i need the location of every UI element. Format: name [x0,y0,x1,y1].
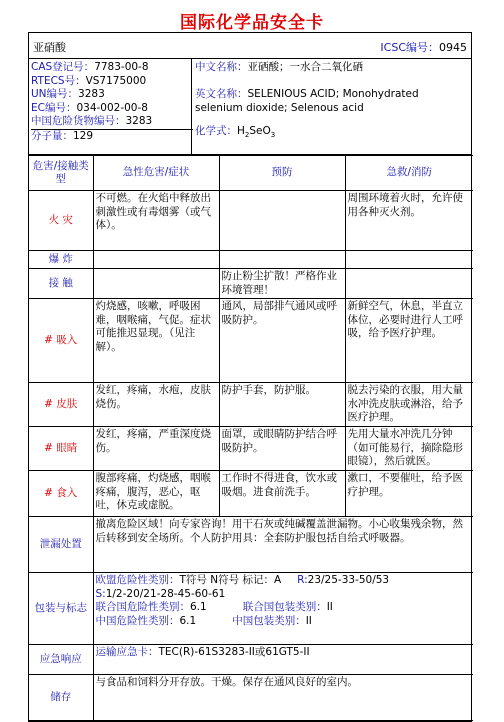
un-label: UN编号： [31,88,79,101]
table-row [29,269,473,299]
emergency-code-label: 运输应急卡： [95,646,159,658]
table-row [29,427,473,471]
row-prevention: 防护手套，防护服。 [219,383,345,427]
table-row [29,191,473,251]
row-firstaid [345,269,473,299]
emergency-code-value: TEC(R)-61S3283-II或61GT5-II [158,646,310,658]
un-value: 3283 [78,88,105,101]
eu-class-label: 欧盟危险性类别： [95,574,180,586]
cn-class-line [96,615,472,629]
s-line [96,588,472,602]
row-hazard: 灼烧感，咳嗽，呼吸困难，咽喉痛，气促。症状可能推迟显现。（见注解）。 [93,299,219,383]
name-bar [29,33,471,59]
row-firstaid: 漱口，不要催吐，给予医疗护理。 [345,471,473,517]
cn-name-line [195,61,469,75]
mw-line [31,130,191,144]
table-row [29,383,473,427]
card-sheet [28,32,472,722]
icsc-number [380,39,467,55]
formula-seo: SeO [249,125,271,138]
formula-label: 化学式： [195,125,237,138]
row-hazard: 发红，疼痛，严重深度烧伤。 [93,427,219,471]
cn-pack-label: 中国包装类别： [232,614,306,627]
en-name-value: SELENIOUS ACID; Monohydrated selenium dioxide; Selenous acid [195,88,419,114]
spill-row [29,517,473,573]
un-pack-label: 联合国包装类别： [242,601,327,613]
cn-danger-value: 3283 [125,115,153,128]
cn-class-label: 中国危险性类别： [95,614,180,627]
ec-value: 034-002-00-8 [76,101,148,114]
row-firstaid: 先用大量水冲洗几分钟（如可能易行，摘除隐形眼镜），然后就医。 [345,427,473,471]
icsc-label: ICSC编号： [380,41,439,54]
row-hazard: 发红，疼痛，水疱，皮肤烧伤。 [93,383,219,427]
cn-name-value: 亚硒酸；一水合二氧化硒 [247,61,363,73]
identifiers-block [29,59,471,155]
rtecs-line [31,75,191,89]
row-prevention: 工作时不得进食，饮水或吸烟。进食前洗手。 [219,471,345,517]
row-type: # 皮肤 [29,383,93,427]
un-class-line [96,601,472,615]
mw-label: 分子量： [31,129,73,142]
un-line [31,88,191,102]
table-row [29,471,473,517]
cn-danger-line [31,115,193,130]
emergency-label: 应急响应 [29,645,93,675]
cas-label: CAS登记号： [31,61,95,73]
row-firstaid [345,251,473,269]
row-hazard: 不可燃。在火焰中释放出刺激性或有毒烟雾（或气体）。 [93,191,219,251]
eu-line [96,574,472,588]
header-prevention: 预防 [219,156,345,191]
row-prevention [219,191,345,251]
table-row [29,299,473,383]
cas-line [31,61,191,75]
r-label: R: [297,574,308,586]
mw-value: 129 [73,129,94,142]
row-type: 火 灾 [29,191,93,251]
table-row [29,251,473,269]
row-firstaid: 周围环境着火时，允许使用各种灭火剂。 [345,191,473,251]
emergency-content [93,645,473,675]
packaging-row [29,573,473,645]
row-type: 接 触 [29,269,93,299]
header-firstaid: 急救/消防 [345,156,473,191]
cas-value: 7783-00-8 [94,61,149,73]
cn-name-label: 中文名称： [195,61,248,73]
formula-line [195,125,469,143]
identifiers-left [31,61,191,144]
row-hazard [93,269,219,299]
row-prevention: 防止粉尘扩散！严格作业环境管理！ [219,269,345,299]
formula-sub2: 3 [270,131,276,140]
storage-text: 与食品和饲料分开存放。干燥。保存在通风良好的室内。 [93,675,473,721]
formula-sub1: 2 [244,131,250,140]
s-label: S: [95,587,106,600]
storage-row [29,675,473,721]
spill-text: 撤离危险区域！向专家咨询！用干石灰或纯碱覆盖泄漏物。小心收集残余物，然后转移到安全场所。个人防护用具：全套防护服包括自给式呼吸器。 [93,517,473,573]
icsc-value: 0945 [439,41,467,54]
row-firstaid: 新鲜空气，休息，半直立体位，必要时进行人工呼吸，给予医疗护理。 [345,299,473,383]
rtecs-label: RTECS号： [31,74,86,87]
row-type: 爆 炸 [29,251,93,269]
header-type: 危害/接触类型 [29,156,93,191]
en-name-label: 英文名称： [195,88,248,101]
identifiers-right [195,61,469,143]
un-pack-value: II [326,601,333,613]
rtecs-value: VS7175000 [85,74,147,87]
cn-class-value: 6.1 [179,614,197,627]
s-value: 1/2-20/21-28-45-60-61 [105,587,226,600]
un-class-value: 6.1 [190,601,207,613]
r-value: 23/25-33-50/53 [307,574,390,586]
row-type: # 眼睛 [29,427,93,471]
row-type: # 食入 [29,471,93,517]
row-prevention [219,251,345,269]
header-hazard: 急性危害/症状 [93,156,219,191]
row-hazard [93,251,219,269]
cn-danger-label: 中国危险货物编号： [31,115,126,128]
formula-h: H [237,125,245,138]
spill-label: 泄漏处置 [29,517,93,573]
eu-class-value: T符号 N符号 标记：A [179,574,282,586]
emergency-row [29,645,473,675]
row-prevention: 通风，局部排气通风或呼吸防护。 [219,299,345,383]
hazard-table [29,155,473,721]
row-firstaid: 脱去污染的衣服，用大量水冲洗皮肤或淋浴，给予医疗护理。 [345,383,473,427]
card-title: 国际化学品安全卡 [180,13,324,33]
row-type: # 吸入 [29,299,93,383]
chemical-name: 亚硝酸 [33,41,66,54]
cn-pack-value: II [305,614,312,627]
storage-label: 储存 [29,675,93,721]
en-name-line [195,88,469,115]
packaging-label: 包装与标志 [29,573,93,645]
ec-label: EC编号： [31,101,77,114]
un-class-label: 联合国危险性类别： [95,601,190,613]
identifiers-divider [191,59,192,154]
hazard-table-header [29,156,473,191]
row-prevention: 面罩，或眼睛防护结合呼吸防护。 [219,427,345,471]
formula-value [237,125,276,140]
ec-line [31,102,191,116]
row-hazard: 腹部疼痛，灼烧感，咽喉疼痛，腹泻，恶心，呕吐，休克或虚脱。 [93,471,219,517]
packaging-content [93,573,473,645]
